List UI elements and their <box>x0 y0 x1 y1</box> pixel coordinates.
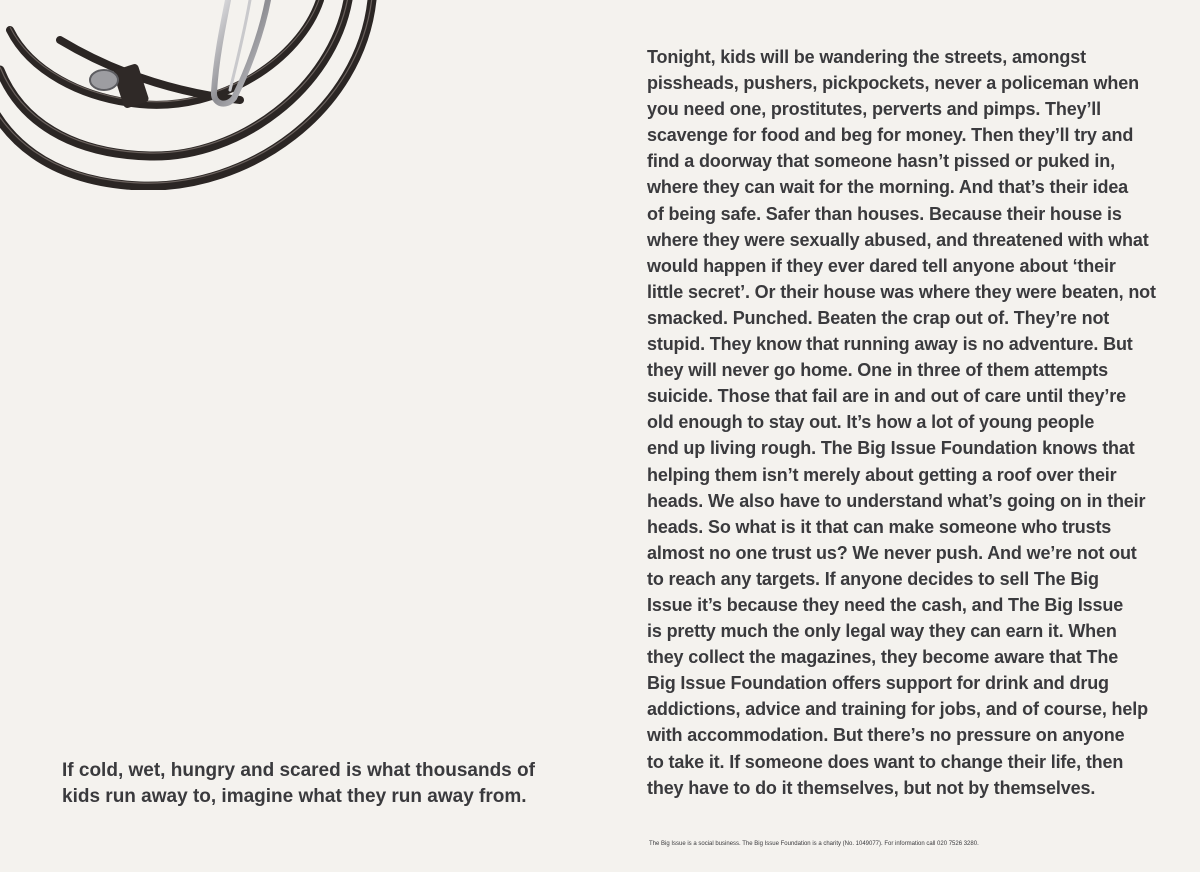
body-line: Big Issue Foundation offers support for drink and drug <box>647 673 1109 694</box>
body-line: they collect the magazines, they become aware that The <box>647 647 1119 668</box>
body-line: they have to do it themselves, but not by themselves. <box>647 777 1096 798</box>
body-line: addictions, advice and training for jobs, and of course, help <box>647 699 1148 720</box>
body-line: old enough to stay out. It’s how a lot of young people <box>647 412 1095 433</box>
body-line: find a doorway that someone hasn’t pissed or puked in, <box>647 151 1115 172</box>
body-copy <box>647 44 1167 801</box>
belt-illustration <box>0 0 380 190</box>
body-line: suicide. Those that fail are in and out of care until they’re <box>647 386 1126 407</box>
body-line: where they were sexually abused, and threatened with what <box>647 229 1149 250</box>
body-line: where they can wait for the morning. And that’s their idea <box>647 177 1129 198</box>
body-line: Tonight, kids will be wandering the streets, amongst <box>647 47 1086 67</box>
body-line: almost no one trust us? We never push. And we’re not out <box>647 542 1137 563</box>
buckle-prong-icon <box>90 70 118 90</box>
body-line: to take it. If someone does want to change their life, then <box>647 751 1124 772</box>
headline-line: kids run away to, imagine what they run away from. <box>62 786 527 807</box>
body-line: stupid. They know that running away is no adventure. But <box>647 334 1133 355</box>
body-line: heads. So what is it that can make someone who trusts <box>647 516 1112 537</box>
body-line: with accommodation. But there’s no pressure on anyone <box>647 725 1125 746</box>
body-line: you need one, prostitutes, perverts and pimps. They’ll <box>647 99 1101 120</box>
body-line: smacked. Punched. Beaten the crap out of. They’re not <box>647 307 1110 328</box>
body-line: little secret’. Or their house was where they were beaten, not <box>647 281 1156 302</box>
body-line: helping them isn’t merely about getting a roof over their <box>647 464 1117 485</box>
body-line: end up living rough. The Big Issue Foundation knows that <box>647 438 1135 459</box>
body-line: pissheads, pushers, pickpockets, never a policeman when <box>647 73 1139 94</box>
body-line: heads. We also have to understand what’s going on in their <box>647 490 1146 511</box>
body-line: they will never go home. One in three of them attempts <box>647 360 1108 381</box>
body-line: to reach any targets. If anyone decides to sell The Big <box>647 568 1099 589</box>
footnote: The Big Issue is a social business. The Big Issue Foundation is a charity (No. 1049077). For information call 020 7526 3280. <box>649 841 979 847</box>
body-line: scavenge for food and beg for money. Then they’ll try and <box>647 125 1134 146</box>
body-line: of being safe. Safer than houses. Because their house is <box>647 203 1122 224</box>
body-line: would happen if they ever dared tell anyone about ‘their <box>647 255 1116 276</box>
headline <box>62 758 562 810</box>
body-line: Issue it’s because they need the cash, and The Big Issue <box>647 594 1124 615</box>
headline-line: If cold, wet, hungry and scared is what thousands of <box>62 760 535 781</box>
body-line: is pretty much the only legal way they can earn it. When <box>647 621 1117 642</box>
